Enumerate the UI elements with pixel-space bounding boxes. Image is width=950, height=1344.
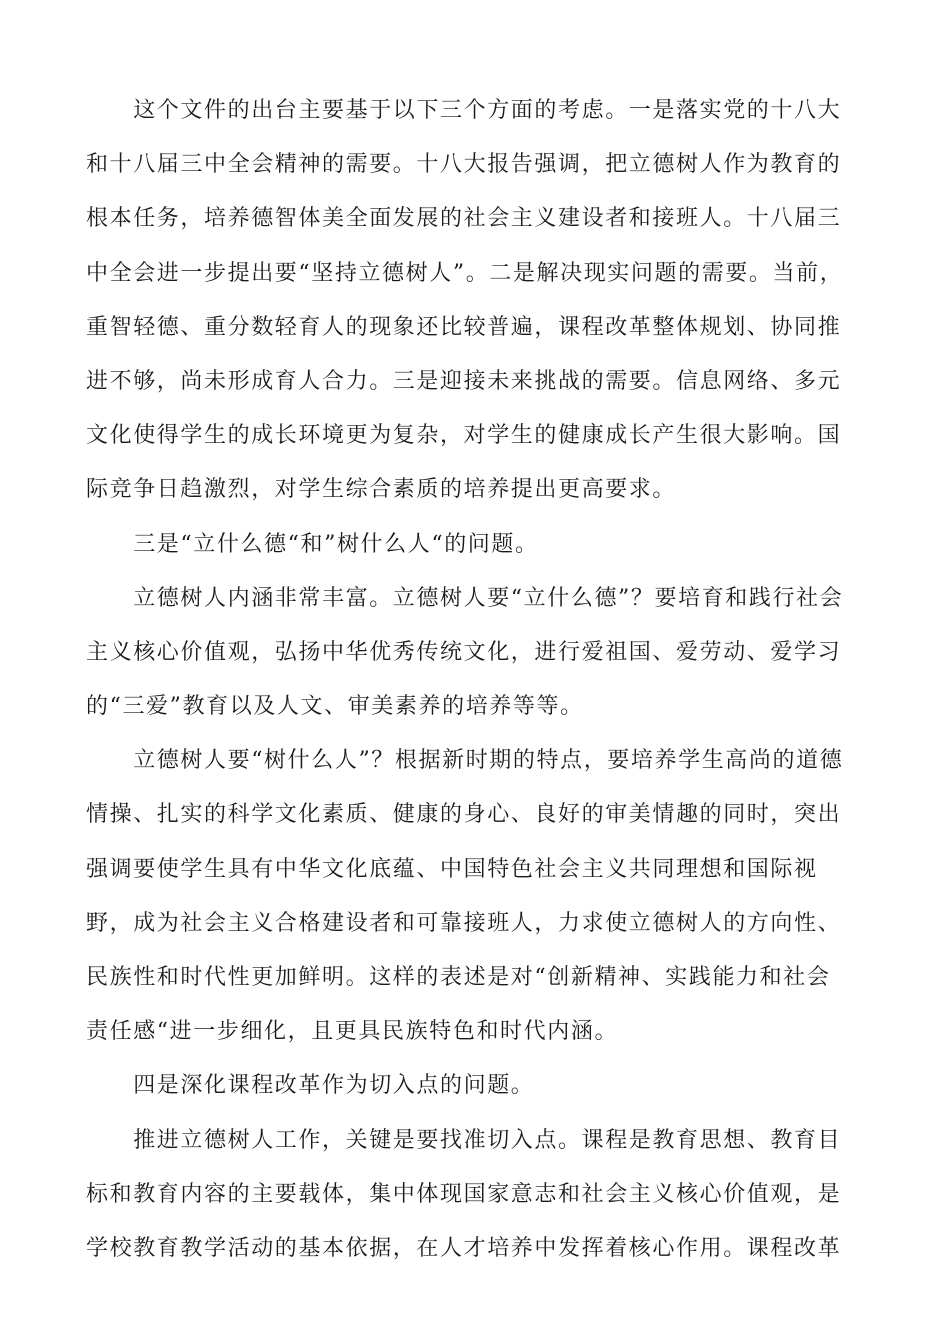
text-line: 立德树人内涵非常丰富。立德树人要“立什么德”？要培育和践行社会 — [86, 585, 844, 611]
text-line: 主义核心价值观，弘扬中华优秀传统文化，进行爱祖国、爱劳动、爱学习 — [86, 639, 842, 665]
heading-line: 三是“立什么德“和”树什么人“的问题。 — [86, 531, 539, 557]
text-line: 情操、扎实的科学文化素质、健康的身心、良好的审美情趣的同时，突出 — [86, 802, 842, 828]
text-line: 推进立德树人工作，关键是要找准切入点。课程是教育思想、教育目 — [86, 1127, 842, 1153]
text-line: 责任感“进一步细化，且更具民族特色和时代内涵。 — [86, 1019, 619, 1045]
text-line: 文化使得学生的成长环境更为复杂，对学生的健康成长产生很大影响。国 — [86, 423, 842, 449]
text-line: 进不够，尚未形成育人合力。三是迎接未来挑战的需要。信息网络、多元 — [86, 368, 842, 394]
body-text — [86, 84, 866, 1276]
text-line: 野，成为社会主义合格建设者和可靠接班人，力求使立德树人的方向性、 — [86, 910, 842, 936]
heading-line: 四是深化课程改革作为切入点的问题。 — [86, 1073, 535, 1099]
text-line: 强调要使学生具有中华文化底蕴、中国特色社会主义共同理想和国际视 — [86, 856, 818, 882]
text-line: 际竞争日趋激烈，对学生综合素质的培养提出更高要求。 — [86, 477, 677, 503]
text-line: 和十八届三中全会精神的需要。十八大报告强调，把立德树人作为教育的 — [86, 152, 842, 178]
text-line: 立德树人要“树什么人”？根据新时期的特点，要培养学生高尚的道德 — [86, 748, 844, 774]
text-line: 的“三爱”教育以及人文、审美素养的培养等等。 — [86, 694, 584, 720]
text-line: 重智轻德、重分数轻育人的现象还比较普遍，课程改革整体规划、协同推 — [86, 314, 842, 340]
text-line: 民族性和时代性更加鲜明。这样的表述是对“创新精神、实践能力和社会 — [86, 965, 831, 990]
text-line: 这个文件的出台主要基于以下三个方面的考虑。一是落实党的十八大 — [86, 98, 842, 123]
text-line: 根本任务，培养德智体美全面发展的社会主义建设者和接班人。十八届三 — [86, 206, 842, 232]
text-line: 学校教育教学活动的基本依据，在人才培养中发挥着核心作用。课程改革 — [86, 1235, 842, 1261]
text-line: 中全会进一步提出要“坚持立德树人”。二是解决现实问题的需要。当前， — [86, 260, 844, 286]
text-line: 标和教育内容的主要载体，集中体现国家意志和社会主义核心价值观，是 — [86, 1181, 842, 1207]
